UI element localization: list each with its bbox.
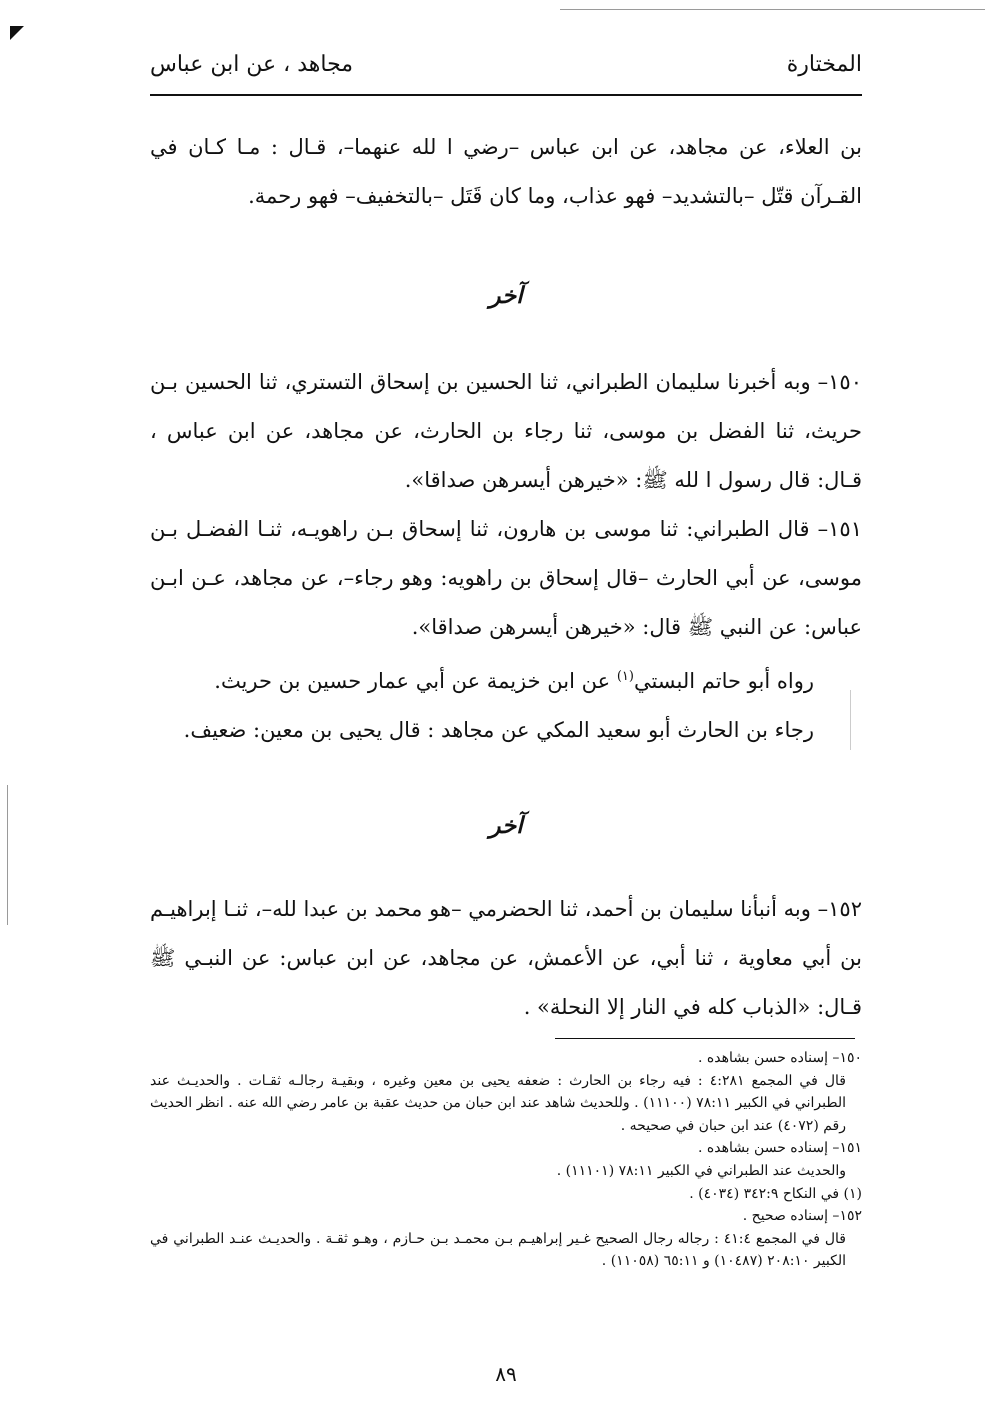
hadith-150: ١٥٠– وبه أخبرنا سليمان الطبراني، ثنا الحسين بن إسحاق التستري، ثنا الحسين بـن حريث، ثنا الفضل بن موسى، ثنا رجاء بن الحارث، عن مجاهد، عن ابن عباس ، قـال: قال رسول ا لله ﷺ: «خيرهن أيسرهن صداقا». — [150, 370, 862, 492]
footnote-line: قال في المجمع ٤١:٤ : رجاله رجال الصحيح غـير إبراهيـم بـن محمـد بـن حـازم ، وهـو ثقـة . والحديـث عنـد الطبراني في الكبير ٢٠٨:١٠ (١٠٤٨٧) و ٦٥:١١ (١١٠٥٨) . — [150, 1230, 846, 1270]
narration-after: عن ابن خزيمة عن أبي عمار حسين بن حريث. — [214, 669, 617, 693]
chapter-title: مجاهد ، عن ابن عباس — [150, 52, 354, 77]
footnote-line: (١) في النكاح ٣٤٢:٩ (٤٠٣٤) . — [689, 1185, 862, 1202]
narration-before: رواه أبو حاتم البستي — [633, 669, 814, 693]
header-rule — [150, 94, 862, 96]
narration-line — [150, 652, 862, 706]
section-2-body — [150, 885, 862, 1032]
corner-triangle-mark — [10, 26, 24, 40]
footnote-line: قال في المجمع ٤:٢٨١ : فيه رجاء بن الحارث : ضعفه يحيى بن معين وغيره ، وبقيـة رجالـه ثقـات . والحديـث عند الطبراني في الكبير ٧٨:١١ (١١١٠٠) . وللحديث شاهد عند ابن حبان من حديث عقبة بن عامر رضي الله عنه . انظر الحديث رقم (٤٠٧٢) عند ابن حبان في صحيحه . — [150, 1072, 846, 1134]
page-number: ٨٩ — [495, 1362, 517, 1386]
left-edge-rule — [7, 785, 8, 925]
section-title-1: آخر — [489, 282, 523, 309]
hadith-152: ١٥٢– وبه أنبأنا سليمان بن أحمد، ثنا الحضرمي –هو محمد بن عبدا لله–، ثنـا إبراهيـم بن أبي معاوية ، ثنا أبي، عن الأعمش، عن مجاهد، عن ابن عباس: عن النبـي ﷺ قـال: «الذباب كله في النار إلا النحلة» . — [150, 897, 862, 1019]
section-title-2: آخر — [489, 812, 523, 839]
footnotes — [150, 1047, 862, 1273]
footnote-line: والحديث عند الطبراني في الكبير ٧٨:١١ (١١١٠١) . — [556, 1162, 846, 1179]
footnote-line: ١٥٠– إسناده حسن بشاهده . — [697, 1050, 862, 1066]
section-1-body — [150, 358, 862, 755]
running-header — [150, 52, 862, 86]
footnote-line: ١٥١– إسناده حسن بشاهده . — [697, 1140, 862, 1157]
hadith-151: ١٥١– قال الطبراني: ثنا موسى بن هارون، ثنا إسحاق بـن راهويـه، ثنـا الفضـل بـن موسى، عن أبي الحارث –قال إسحاق بن راهويه: وهو رجاء–، عن مجاهد، عـن ابـن عباس: عن النبي ﷺ قال: «خيرهن أيسرهن صداقا». — [150, 517, 862, 639]
intro-text: بن العلاء، عن مجاهد، عن ابن عباس –رضي ا لله عنهما–، قـال : مـا كـان في القـرآن قتّل –بالتشديد– فهو عذاب، وما كان قَتَل –بالتخفيف– فهو رحمة. — [150, 135, 862, 208]
footnote-line: ١٥٢– إسناده صحيح . — [742, 1208, 862, 1225]
book-title: المختارة — [786, 52, 862, 77]
footnote-rule — [555, 1038, 855, 1039]
top-edge-rule — [560, 9, 985, 10]
intro-paragraph — [150, 123, 862, 221]
footnote-ref: (١) — [616, 669, 634, 684]
narrator-note: رجاء بن الحارث أبو سعيد المكي عن مجاهد : قال يحيى بن معين: ضعيف. — [183, 718, 814, 742]
